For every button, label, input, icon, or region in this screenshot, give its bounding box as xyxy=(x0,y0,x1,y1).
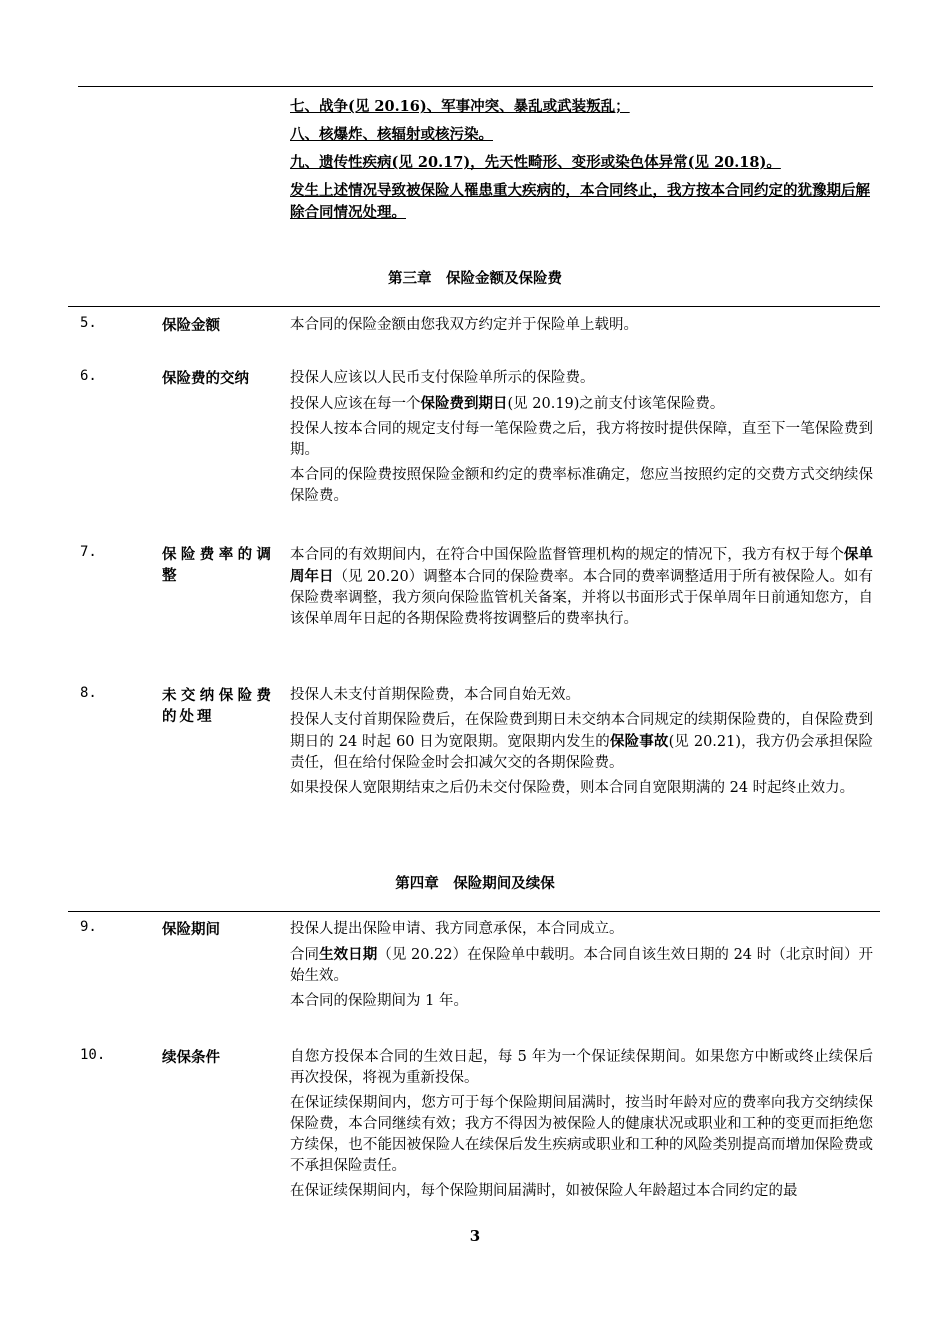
clause-body xyxy=(290,544,873,634)
defined-term: 保单周年日 xyxy=(290,546,873,585)
top-rule xyxy=(78,86,873,87)
defined-term: 保险事故 xyxy=(609,733,669,750)
clause-paragraph: 投保人提出保险申请、我方同意承保，本合同成立。 xyxy=(290,921,624,937)
defined-term: 保险费到期日 xyxy=(420,395,508,412)
clause-paragraph: 投保人应该以人民币支付保险单所示的保险费。 xyxy=(290,370,595,386)
clause-body xyxy=(290,1047,873,1206)
text-run: 合同 xyxy=(290,947,320,963)
clause-paragraph: 在保证续保期间内，您方可于每个保险期间届满时，按当时年龄对应的费率向我方交纳续保保险费，本合同继续有效；我方不得因为被保险人的健康状况或职业和工种的变更而拒绝您方续保，也不能因被保险人在续保后发生疾病或职业和工种的风险类别提高而增加保险费或不承担保险责任。 xyxy=(290,1095,873,1174)
clause-body xyxy=(290,919,873,1016)
exclusion-item-8: 八、核爆炸、核辐射或核污染。 xyxy=(290,126,493,143)
chapter-4-rule xyxy=(68,911,880,912)
clause-title: 未交纳保险费的处理 xyxy=(162,687,274,725)
clause-paragraph: 如果投保人宽限期结束之后仍未交付保险费，则本合同自宽限期满的 24 时起终止效力。 xyxy=(290,780,855,796)
clause-paragraph: 投保人未支付首期保险费，本合同自始无效。 xyxy=(290,687,580,703)
page-number: 3 xyxy=(469,1227,481,1245)
clause-body xyxy=(290,315,873,340)
clause-title: 保险费的交纳 xyxy=(162,370,249,387)
clause-paragraph: 本合同的保险费按照保险金额和约定的费率标准确定，您应当按照约定的交费方式交纳续保保险费。 xyxy=(290,467,873,504)
clause-paragraph xyxy=(290,393,873,415)
chapter-3-rule xyxy=(68,306,880,307)
clause-paragraph: 投保人按本合同的规定支付每一笔保险费之后，我方将按时提供保障，直至下一笔保险费到期。 xyxy=(290,421,873,458)
clause-paragraph xyxy=(290,544,873,630)
clause-paragraph: 在保证续保期间内，每个保险期间届满时，如被保险人年龄超过本合同约定的最 xyxy=(290,1183,798,1199)
clause-number: 6. xyxy=(80,368,97,384)
clause-paragraph xyxy=(290,710,873,774)
clause-number: 5. xyxy=(80,315,97,331)
text-run: 投保人应该在每一个 xyxy=(290,396,421,412)
exclusions-list xyxy=(290,96,875,230)
clause-title: 保险费率的调整 xyxy=(162,546,274,584)
clause-number: 10. xyxy=(80,1047,106,1063)
chapter-3-title: 第三章 保险金额及保险费 xyxy=(388,270,562,287)
text-run: 本合同的有效期间内，在符合中国保险监督管理机构的规定的情况下，我方有权于每个 xyxy=(290,547,844,563)
clause-paragraph: 本合同的保险金额由您我双方约定并于保险单上载明。 xyxy=(290,317,638,333)
clause-body xyxy=(290,368,873,511)
clause-number: 9. xyxy=(80,919,97,935)
chapter-4-title: 第四章 保险期间及续保 xyxy=(395,875,555,892)
text-run: （见 20.22）在保险单中载明。本合同自该生效日期的 24 时（北京时间）开始生效。 xyxy=(290,947,874,984)
clause-paragraph xyxy=(290,944,873,987)
clause-title: 续保条件 xyxy=(162,1049,220,1066)
clause-paragraph: 自您方投保本合同的生效日起，每 5 年为一个保证续保期间。如果您方中断或终止续保后再次投保，将视为重新投保。 xyxy=(290,1049,873,1086)
exclusion-item-9: 九、遗传性疾病(见 20.17)，先天性畸形、变形或染色体异常(见 20.18)。 xyxy=(290,154,781,171)
clause-body xyxy=(290,685,873,803)
text-run: 投保人支付首期保险费后，在保险费到期日未交纳本合同规定的续期保险费的，自保险费到期日的 24 时起 60 日为宽限期。宽限期内发生的 xyxy=(290,712,873,750)
clause-title: 保险金额 xyxy=(162,317,220,334)
exclusion-item-7: 七、战争(见 20.16)、军事冲突、暴乱或武装叛乱； xyxy=(290,98,630,115)
text-run: （见 20.20）调整本合同的保险费率。本合同的费率调整适用于所有被保险人。如有保险费率调整，我方须向保险监管机关备案，并将以书面形式于保单周年日前通知您方，自该保单周年日起的各期保险费将按调整后的费率执行。 xyxy=(290,569,873,627)
clause-title: 保险期间 xyxy=(162,921,220,938)
text-run: (见 20.21)，我方仍会承担保险责任，但在给付保险金时会扣减欠交的各期保险费。 xyxy=(290,734,873,771)
exclusion-conclusion: 发生上述情况导致被保险人罹患重大疾病的，本合同终止，我方按本合同约定的犹豫期后解除合同情况处理。 xyxy=(290,182,870,221)
text-run: (见 20.19)之前支付该笔保险费。 xyxy=(507,396,725,412)
clause-paragraph: 本合同的保险期间为 1 年。 xyxy=(290,993,468,1009)
clause-number: 8. xyxy=(80,685,97,701)
defined-term: 生效日期 xyxy=(319,946,378,963)
clause-number: 7. xyxy=(80,544,97,560)
